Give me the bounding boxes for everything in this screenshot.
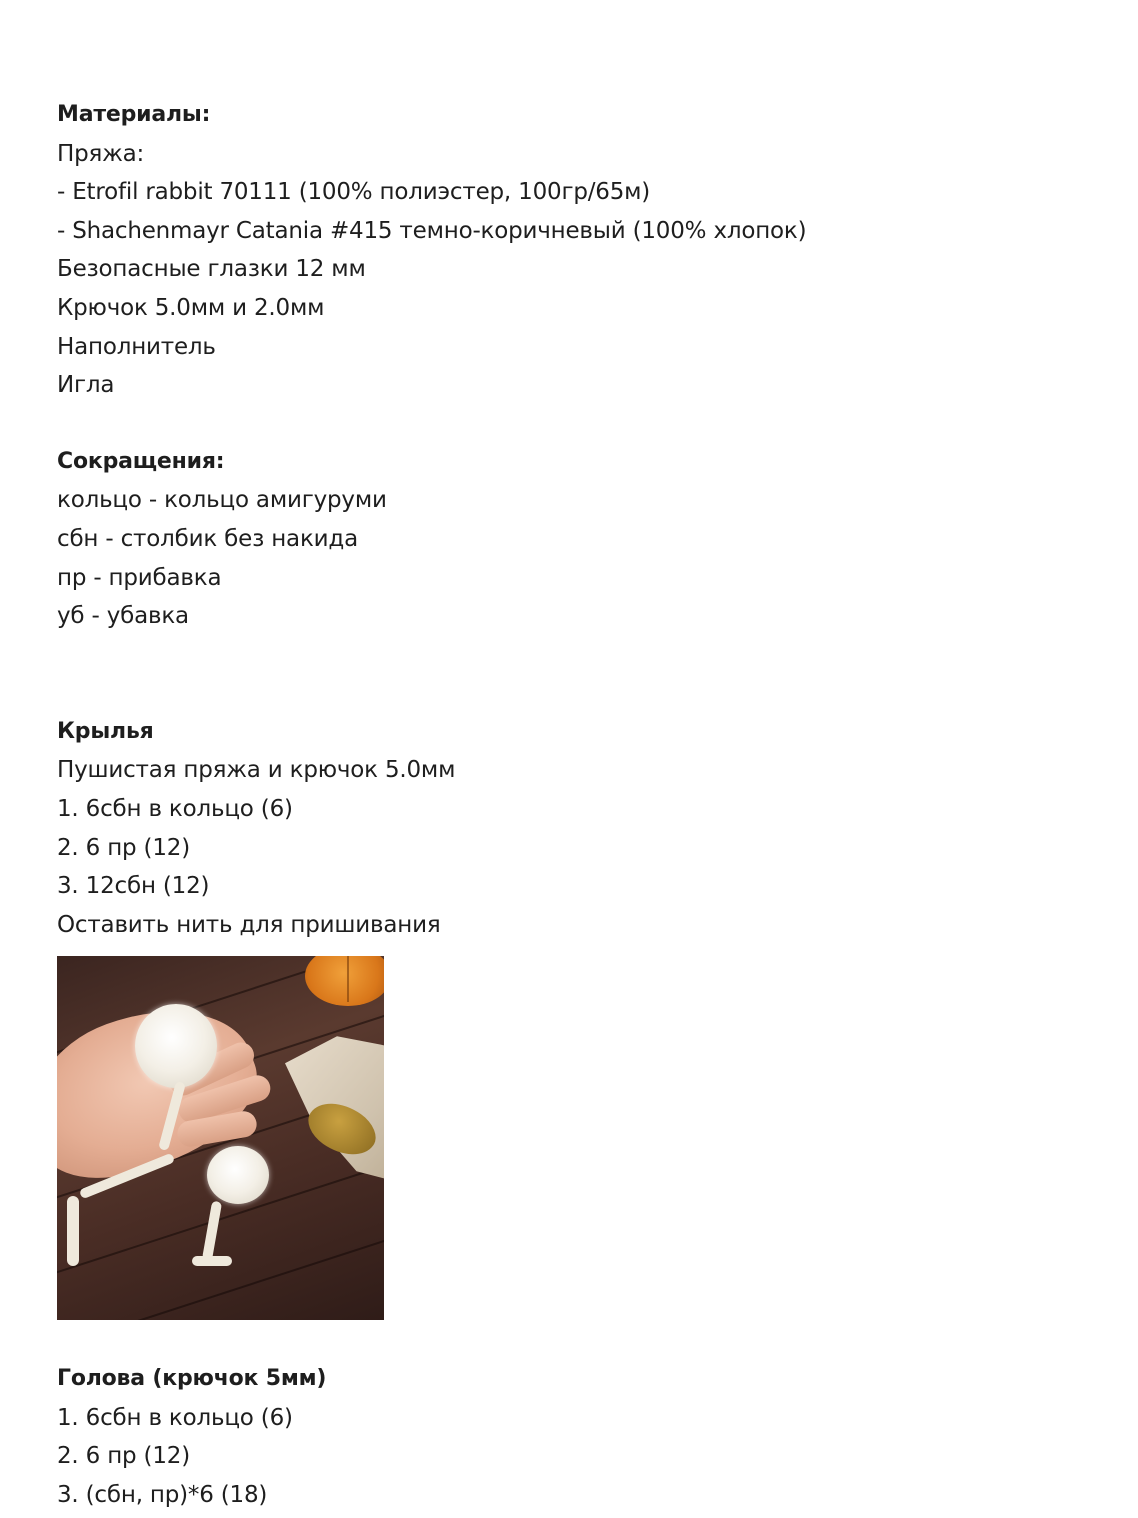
head-section <box>57 1360 1097 1514</box>
materials-section <box>57 96 1097 405</box>
abbreviation-line: сбн - столбик без накида <box>57 525 358 552</box>
pattern-document <box>57 96 1097 1515</box>
abbreviations-section <box>57 443 1097 636</box>
wings-line: Пушистая пряжа и крючок 5.0мм <box>57 757 456 784</box>
wings-line: 3. 12сбн (12) <box>57 873 210 900</box>
wings-heading: Крылья <box>57 718 154 744</box>
pumpkin-decor <box>305 956 384 1006</box>
materials-heading: Материалы: <box>57 102 211 127</box>
wings-section <box>57 713 1097 945</box>
abbreviations-heading: Сокращения: <box>57 448 225 474</box>
abbreviation-line: пр - прибавка <box>57 564 222 591</box>
wings-line: 1. 6сбн в кольцо (6) <box>57 795 293 822</box>
wing-pompom-small <box>207 1146 269 1204</box>
wings-line: 2. 6 пр (12) <box>57 834 190 861</box>
materials-line: Безопасные глазки 12 мм <box>57 256 366 283</box>
materials-line: Пряжа: <box>57 140 145 167</box>
materials-line: Игла <box>57 372 115 399</box>
wing-pompom-large <box>135 1004 217 1088</box>
materials-line: Наполнитель <box>57 333 216 360</box>
head-line: 3. (сбн, пр)*6 (18) <box>57 1482 268 1509</box>
materials-line: - Shachenmayr Catania #415 темно-коричневый (100% хлопок) <box>57 217 807 244</box>
wings-line: Оставить нить для пришивания <box>57 911 441 938</box>
materials-line: Крючок 5.0мм и 2.0мм <box>57 294 325 321</box>
head-heading: Голова (крючок 5мм) <box>57 1366 327 1392</box>
abbreviation-line: кольцо - кольцо амигуруми <box>57 487 387 514</box>
head-line: 2. 6 пр (12) <box>57 1443 190 1470</box>
head-line: 1. 6сбн в кольцо (6) <box>57 1404 293 1431</box>
abbreviation-line: уб - убавка <box>57 603 189 630</box>
wings-photo <box>57 956 384 1320</box>
materials-line: - Etrofil rabbit 70111 (100% полиэстер, 100гр/65м) <box>57 179 651 206</box>
